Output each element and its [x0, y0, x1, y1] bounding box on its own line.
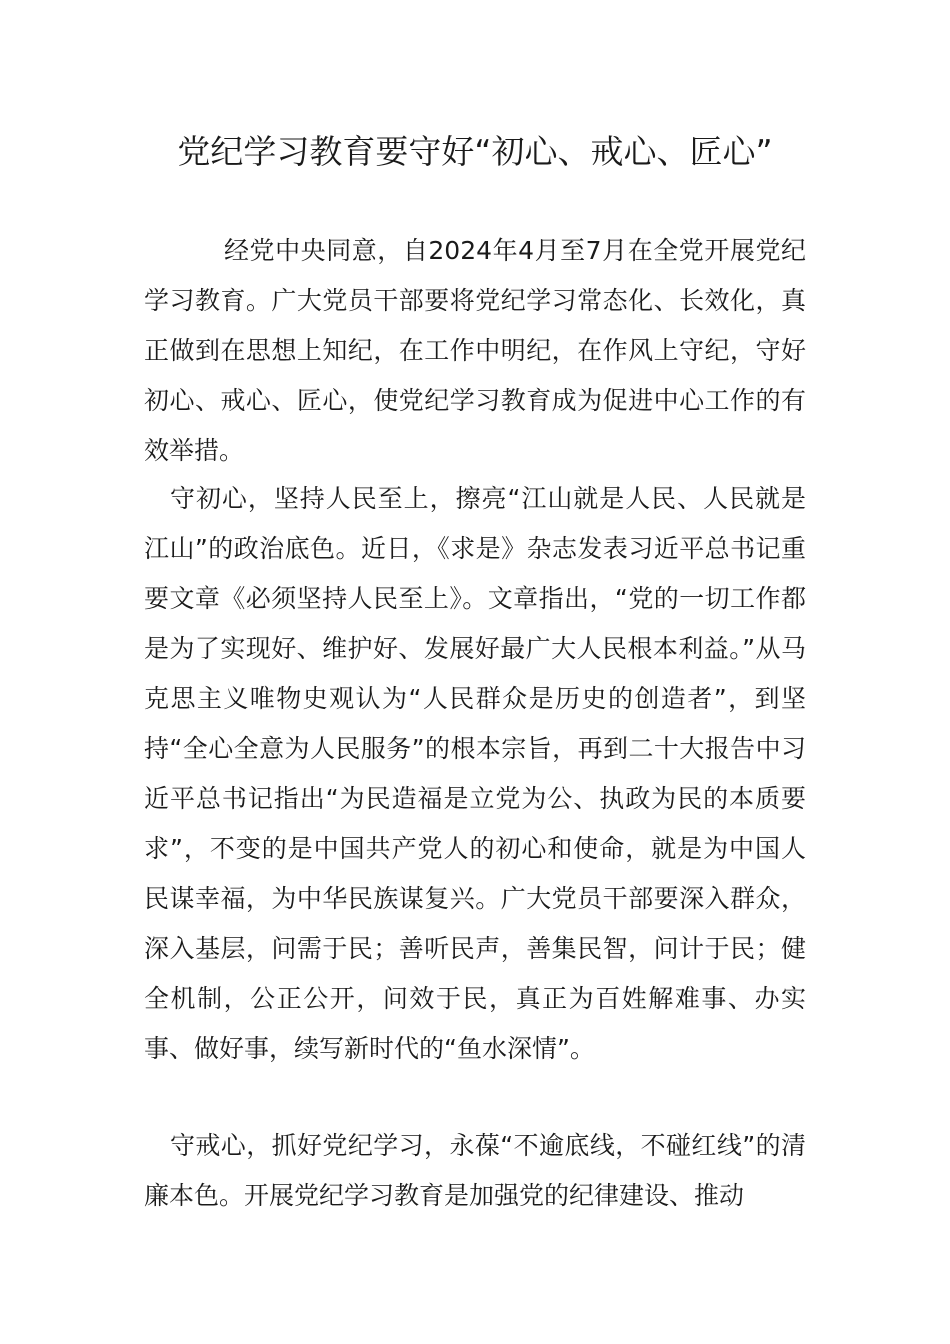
paragraph-intro: 经党中央同意，自2024年4月至7月在全党开展党纪学习教育。广大党员干部要将党纪学习常态化、长效化，真正做到在思想上知纪，在工作中明纪，在作风上守纪，守好初心、戒心、匠心，使党纪学习教育成为促进中心工作的有效举措。 — [144, 236, 806, 465]
paragraph-vigilance: 守戒心，抓好党纪学习，永葆“不逾底线，不碰红线”的清廉本色。开展党纪学习教育是加强党的纪律建设、推动 — [144, 1131, 806, 1210]
document-title: 党纪学习教育要守好“初心、戒心、匠心” — [177, 132, 773, 171]
paragraph-original-aspiration: 守初心，坚持人民至上，擦亮“江山就是人民、人民就是江山”的政治底色。近日，《求是》杂志发表习近平总书记重要文章《必须坚持人民至上》。文章指出，“党的一切工作都是为了实现好、维护好、发展好最广大人民根本利益。”从马克思主义唯物史观认为“人民群众是历史的创造者”，到坚持“全心全意为人民服务”的根本宗旨，再到二十大报告中习近平总书记指出“为民造福是立党为公、执政为民的本质要求”，不变的是中国共产党人的初心和使命，就是为中国人民谋幸福，为中华民族谋复兴。广大党员干部要深入群众，深入基层，问需于民；善听民声，善集民智，问计于民；健全机制，公正公开，问效于民，真正为百姓解难事、办实事、做好事，续写新时代的“鱼水深情”。 — [144, 484, 806, 1063]
